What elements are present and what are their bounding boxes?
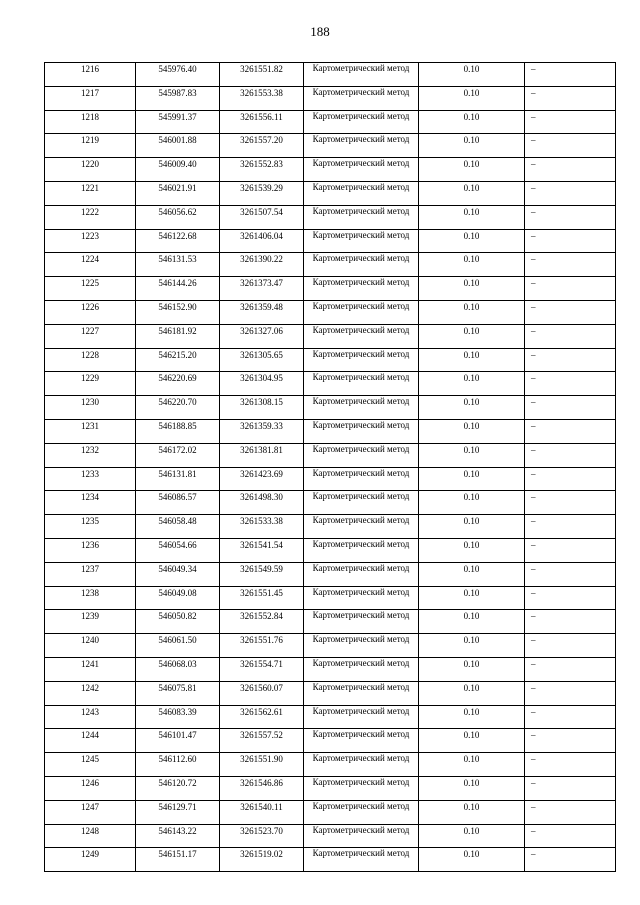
- accuracy-cell: 0.10: [419, 63, 525, 87]
- point-number-cell: 1242: [45, 681, 136, 705]
- x-coordinate-cell: 546122.68: [136, 229, 220, 253]
- y-coordinate-cell: 3261553.38: [220, 86, 304, 110]
- table-row: [45, 491, 616, 515]
- accuracy-cell: 0.10: [419, 372, 525, 396]
- table-row: [45, 324, 616, 348]
- table-row: [45, 776, 616, 800]
- note-cell: –: [525, 63, 616, 87]
- y-coordinate-cell: 3261373.47: [220, 277, 304, 301]
- point-number-cell: 1233: [45, 467, 136, 491]
- point-number-cell: 1237: [45, 562, 136, 586]
- y-coordinate-cell: 3261359.48: [220, 300, 304, 324]
- x-coordinate-cell: 545976.40: [136, 63, 220, 87]
- note-cell: –: [525, 515, 616, 539]
- point-number-cell: 1226: [45, 300, 136, 324]
- note-cell: –: [525, 705, 616, 729]
- method-cell: Картометрический метод: [304, 800, 419, 824]
- method-cell: Картометрический метод: [304, 396, 419, 420]
- x-coordinate-cell: 546049.34: [136, 562, 220, 586]
- x-coordinate-cell: 546188.85: [136, 419, 220, 443]
- accuracy-cell: 0.10: [419, 419, 525, 443]
- y-coordinate-cell: 3261552.83: [220, 158, 304, 182]
- point-number-cell: 1240: [45, 634, 136, 658]
- table-row: [45, 300, 616, 324]
- x-coordinate-cell: 546061.50: [136, 634, 220, 658]
- point-number-cell: 1248: [45, 824, 136, 848]
- x-coordinate-cell: 546172.02: [136, 443, 220, 467]
- table-row: [45, 705, 616, 729]
- table-row: [45, 63, 616, 87]
- y-coordinate-cell: 3261540.11: [220, 800, 304, 824]
- accuracy-cell: 0.10: [419, 800, 525, 824]
- accuracy-cell: 0.10: [419, 753, 525, 777]
- accuracy-cell: 0.10: [419, 134, 525, 158]
- note-cell: –: [525, 419, 616, 443]
- accuracy-cell: 0.10: [419, 776, 525, 800]
- point-number-cell: 1238: [45, 586, 136, 610]
- point-number-cell: 1245: [45, 753, 136, 777]
- y-coordinate-cell: 3261551.82: [220, 63, 304, 87]
- point-number-cell: 1249: [45, 848, 136, 872]
- x-coordinate-cell: 546068.03: [136, 657, 220, 681]
- point-number-cell: 1231: [45, 419, 136, 443]
- y-coordinate-cell: 3261557.52: [220, 729, 304, 753]
- method-cell: Картометрический метод: [304, 848, 419, 872]
- note-cell: –: [525, 372, 616, 396]
- y-coordinate-cell: 3261406.04: [220, 229, 304, 253]
- method-cell: Картометрический метод: [304, 158, 419, 182]
- note-cell: –: [525, 324, 616, 348]
- y-coordinate-cell: 3261423.69: [220, 467, 304, 491]
- accuracy-cell: 0.10: [419, 681, 525, 705]
- accuracy-cell: 0.10: [419, 657, 525, 681]
- y-coordinate-cell: 3261556.11: [220, 110, 304, 134]
- accuracy-cell: 0.10: [419, 348, 525, 372]
- method-cell: Картометрический метод: [304, 515, 419, 539]
- point-number-cell: 1246: [45, 776, 136, 800]
- note-cell: –: [525, 610, 616, 634]
- method-cell: Картометрический метод: [304, 467, 419, 491]
- method-cell: Картометрический метод: [304, 705, 419, 729]
- x-coordinate-cell: 546009.40: [136, 158, 220, 182]
- table-row: [45, 634, 616, 658]
- table-row: [45, 753, 616, 777]
- accuracy-cell: 0.10: [419, 515, 525, 539]
- x-coordinate-cell: 546220.70: [136, 396, 220, 420]
- x-coordinate-cell: 546129.71: [136, 800, 220, 824]
- y-coordinate-cell: 3261327.06: [220, 324, 304, 348]
- table-row: [45, 562, 616, 586]
- y-coordinate-cell: 3261546.86: [220, 776, 304, 800]
- point-number-cell: 1217: [45, 86, 136, 110]
- y-coordinate-cell: 3261551.90: [220, 753, 304, 777]
- accuracy-cell: 0.10: [419, 634, 525, 658]
- table-row: [45, 443, 616, 467]
- y-coordinate-cell: 3261359.33: [220, 419, 304, 443]
- method-cell: Картометрический метод: [304, 824, 419, 848]
- x-coordinate-cell: 546181.92: [136, 324, 220, 348]
- y-coordinate-cell: 3261533.38: [220, 515, 304, 539]
- accuracy-cell: 0.10: [419, 729, 525, 753]
- note-cell: –: [525, 181, 616, 205]
- y-coordinate-cell: 3261390.22: [220, 253, 304, 277]
- note-cell: –: [525, 753, 616, 777]
- point-number-cell: 1229: [45, 372, 136, 396]
- method-cell: Картометрический метод: [304, 324, 419, 348]
- accuracy-cell: 0.10: [419, 705, 525, 729]
- accuracy-cell: 0.10: [419, 158, 525, 182]
- note-cell: –: [525, 586, 616, 610]
- x-coordinate-cell: 546050.82: [136, 610, 220, 634]
- note-cell: –: [525, 134, 616, 158]
- table-row: [45, 729, 616, 753]
- y-coordinate-cell: 3261554.71: [220, 657, 304, 681]
- x-coordinate-cell: 546058.48: [136, 515, 220, 539]
- table-row: [45, 681, 616, 705]
- point-number-cell: 1241: [45, 657, 136, 681]
- x-coordinate-cell: 546131.81: [136, 467, 220, 491]
- accuracy-cell: 0.10: [419, 491, 525, 515]
- table-row: [45, 110, 616, 134]
- y-coordinate-cell: 3261551.76: [220, 634, 304, 658]
- method-cell: Картометрический метод: [304, 491, 419, 515]
- note-cell: –: [525, 443, 616, 467]
- point-number-cell: 1224: [45, 253, 136, 277]
- x-coordinate-cell: 546001.88: [136, 134, 220, 158]
- table-row: [45, 848, 616, 872]
- method-cell: Картометрический метод: [304, 348, 419, 372]
- note-cell: –: [525, 110, 616, 134]
- point-number-cell: 1235: [45, 515, 136, 539]
- table-row: [45, 205, 616, 229]
- x-coordinate-cell: 546144.26: [136, 277, 220, 301]
- note-cell: –: [525, 467, 616, 491]
- point-number-cell: 1222: [45, 205, 136, 229]
- note-cell: –: [525, 848, 616, 872]
- x-coordinate-cell: 546054.66: [136, 538, 220, 562]
- point-number-cell: 1244: [45, 729, 136, 753]
- y-coordinate-cell: 3261549.59: [220, 562, 304, 586]
- x-coordinate-cell: 546131.53: [136, 253, 220, 277]
- y-coordinate-cell: 3261381.81: [220, 443, 304, 467]
- y-coordinate-cell: 3261560.07: [220, 681, 304, 705]
- point-number-cell: 1239: [45, 610, 136, 634]
- x-coordinate-cell: 546056.62: [136, 205, 220, 229]
- method-cell: Картометрический метод: [304, 610, 419, 634]
- point-number-cell: 1234: [45, 491, 136, 515]
- point-number-cell: 1219: [45, 134, 136, 158]
- method-cell: Картометрический метод: [304, 538, 419, 562]
- x-coordinate-cell: 546220.69: [136, 372, 220, 396]
- y-coordinate-cell: 3261519.02: [220, 848, 304, 872]
- table-row: [45, 229, 616, 253]
- table-row: [45, 134, 616, 158]
- point-number-cell: 1228: [45, 348, 136, 372]
- y-coordinate-cell: 3261541.54: [220, 538, 304, 562]
- table-row: [45, 253, 616, 277]
- table-row: [45, 467, 616, 491]
- accuracy-cell: 0.10: [419, 848, 525, 872]
- x-coordinate-cell: 546152.90: [136, 300, 220, 324]
- accuracy-cell: 0.10: [419, 467, 525, 491]
- method-cell: Картометрический метод: [304, 681, 419, 705]
- accuracy-cell: 0.10: [419, 277, 525, 301]
- x-coordinate-cell: 546101.47: [136, 729, 220, 753]
- table-row: [45, 586, 616, 610]
- accuracy-cell: 0.10: [419, 181, 525, 205]
- table-row: [45, 158, 616, 182]
- x-coordinate-cell: 546083.39: [136, 705, 220, 729]
- table-row: [45, 396, 616, 420]
- x-coordinate-cell: 546049.08: [136, 586, 220, 610]
- method-cell: Картометрический метод: [304, 419, 419, 443]
- note-cell: –: [525, 229, 616, 253]
- method-cell: Картометрический метод: [304, 729, 419, 753]
- table-row: [45, 348, 616, 372]
- method-cell: Картометрический метод: [304, 753, 419, 777]
- x-coordinate-cell: 546143.22: [136, 824, 220, 848]
- x-coordinate-cell: 546120.72: [136, 776, 220, 800]
- note-cell: –: [525, 657, 616, 681]
- point-number-cell: 1236: [45, 538, 136, 562]
- y-coordinate-cell: 3261507.54: [220, 205, 304, 229]
- accuracy-cell: 0.10: [419, 110, 525, 134]
- accuracy-cell: 0.10: [419, 586, 525, 610]
- accuracy-cell: 0.10: [419, 610, 525, 634]
- method-cell: Картометрический метод: [304, 181, 419, 205]
- accuracy-cell: 0.10: [419, 324, 525, 348]
- y-coordinate-cell: 3261304.95: [220, 372, 304, 396]
- method-cell: Картометрический метод: [304, 277, 419, 301]
- note-cell: –: [525, 253, 616, 277]
- y-coordinate-cell: 3261305.65: [220, 348, 304, 372]
- x-coordinate-cell: 546112.60: [136, 753, 220, 777]
- method-cell: Картометрический метод: [304, 110, 419, 134]
- y-coordinate-cell: 3261539.29: [220, 181, 304, 205]
- method-cell: Картометрический метод: [304, 562, 419, 586]
- note-cell: –: [525, 776, 616, 800]
- accuracy-cell: 0.10: [419, 300, 525, 324]
- note-cell: –: [525, 158, 616, 182]
- note-cell: –: [525, 634, 616, 658]
- point-number-cell: 1232: [45, 443, 136, 467]
- table-row: [45, 86, 616, 110]
- note-cell: –: [525, 86, 616, 110]
- note-cell: –: [525, 562, 616, 586]
- y-coordinate-cell: 3261308.15: [220, 396, 304, 420]
- method-cell: Картометрический метод: [304, 776, 419, 800]
- note-cell: –: [525, 729, 616, 753]
- method-cell: Картометрический метод: [304, 86, 419, 110]
- point-number-cell: 1221: [45, 181, 136, 205]
- note-cell: –: [525, 396, 616, 420]
- accuracy-cell: 0.10: [419, 443, 525, 467]
- table-row: [45, 515, 616, 539]
- x-coordinate-cell: 546086.57: [136, 491, 220, 515]
- accuracy-cell: 0.10: [419, 824, 525, 848]
- table-row: [45, 800, 616, 824]
- x-coordinate-cell: 545987.83: [136, 86, 220, 110]
- table-row: [45, 372, 616, 396]
- x-coordinate-cell: 546075.81: [136, 681, 220, 705]
- method-cell: Картометрический метод: [304, 300, 419, 324]
- note-cell: –: [525, 205, 616, 229]
- note-cell: –: [525, 277, 616, 301]
- x-coordinate-cell: 546151.17: [136, 848, 220, 872]
- x-coordinate-cell: 546021.91: [136, 181, 220, 205]
- coordinates-table: [44, 62, 616, 872]
- y-coordinate-cell: 3261551.45: [220, 586, 304, 610]
- point-number-cell: 1247: [45, 800, 136, 824]
- method-cell: Картометрический метод: [304, 586, 419, 610]
- method-cell: Картометрический метод: [304, 253, 419, 277]
- coordinates-table-body: [45, 63, 616, 872]
- accuracy-cell: 0.10: [419, 205, 525, 229]
- note-cell: –: [525, 348, 616, 372]
- accuracy-cell: 0.10: [419, 253, 525, 277]
- method-cell: Картометрический метод: [304, 372, 419, 396]
- note-cell: –: [525, 800, 616, 824]
- method-cell: Картометрический метод: [304, 205, 419, 229]
- method-cell: Картометрический метод: [304, 63, 419, 87]
- y-coordinate-cell: 3261562.61: [220, 705, 304, 729]
- point-number-cell: 1223: [45, 229, 136, 253]
- point-number-cell: 1227: [45, 324, 136, 348]
- accuracy-cell: 0.10: [419, 86, 525, 110]
- point-number-cell: 1243: [45, 705, 136, 729]
- table-row: [45, 538, 616, 562]
- method-cell: Картометрический метод: [304, 229, 419, 253]
- accuracy-cell: 0.10: [419, 229, 525, 253]
- note-cell: –: [525, 538, 616, 562]
- x-coordinate-cell: 546215.20: [136, 348, 220, 372]
- table-row: [45, 419, 616, 443]
- point-number-cell: 1230: [45, 396, 136, 420]
- y-coordinate-cell: 3261523.70: [220, 824, 304, 848]
- accuracy-cell: 0.10: [419, 396, 525, 420]
- method-cell: Картометрический метод: [304, 657, 419, 681]
- point-number-cell: 1220: [45, 158, 136, 182]
- method-cell: Картометрический метод: [304, 443, 419, 467]
- table-row: [45, 824, 616, 848]
- accuracy-cell: 0.10: [419, 562, 525, 586]
- x-coordinate-cell: 545991.37: [136, 110, 220, 134]
- note-cell: –: [525, 491, 616, 515]
- note-cell: –: [525, 300, 616, 324]
- page-number: 188: [310, 24, 330, 39]
- table-row: [45, 610, 616, 634]
- table-row: [45, 657, 616, 681]
- point-number-cell: 1225: [45, 277, 136, 301]
- table-row: [45, 181, 616, 205]
- y-coordinate-cell: 3261552.84: [220, 610, 304, 634]
- note-cell: –: [525, 824, 616, 848]
- y-coordinate-cell: 3261557.20: [220, 134, 304, 158]
- point-number-cell: 1218: [45, 110, 136, 134]
- y-coordinate-cell: 3261498.30: [220, 491, 304, 515]
- method-cell: Картометрический метод: [304, 134, 419, 158]
- method-cell: Картометрический метод: [304, 634, 419, 658]
- accuracy-cell: 0.10: [419, 538, 525, 562]
- table-row: [45, 277, 616, 301]
- point-number-cell: 1216: [45, 63, 136, 87]
- note-cell: –: [525, 681, 616, 705]
